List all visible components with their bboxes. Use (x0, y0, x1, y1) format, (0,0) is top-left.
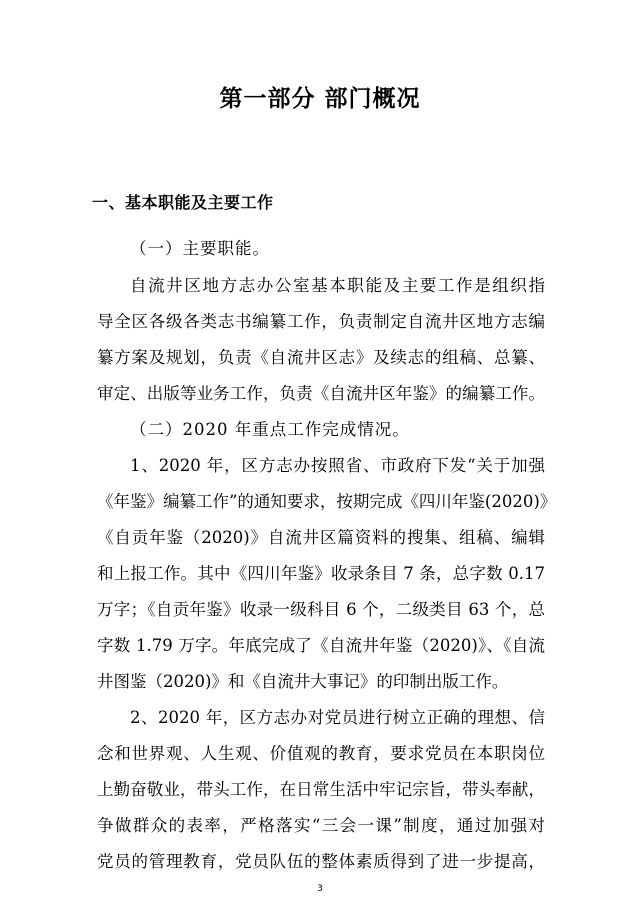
subheading-key-work-2020: （二）2020 年重点工作完成情况。 (130, 420, 410, 439)
paragraph-line: 和上报工作。其中《四川年鉴》收录条目 7 条，总字数 0.17 (97, 564, 545, 583)
paragraph-line: 2、2020 年，区方志办对党员进行树立正确的理想、信 (130, 708, 545, 727)
section-heading: 一、基本职能及主要工作 (92, 193, 274, 212)
paragraph-line: 审定、出版等业务工作，负责《自流井区年鉴》的编纂工作。 (97, 384, 545, 403)
paragraph-line: 党员的管理教育，党员队伍的整体素质得到了进一步提高， (97, 852, 545, 871)
paragraph-line: 万字；《自贡年鉴》收录一级科目 6 个，二级类目 63 个，总 (97, 600, 545, 619)
paragraph-line: 井图鉴（2020)》和《自流井大事记》的印制出版工作。 (97, 672, 509, 691)
paragraph-line: 《自贡年鉴（2020)》自流井区篇资料的搜集、组稿、编辑 (97, 528, 545, 547)
page-title: 第一部分 部门概况 (219, 86, 421, 112)
subheading-main-duties: （一）主要职能。 (130, 239, 270, 258)
paragraph-line: 1、2020 年，区方志办按照省、市政府下发“关于加强 (130, 456, 545, 475)
paragraph-line: 纂方案及规划，负责《自流井区志》及续志的组稿、总纂、 (97, 348, 545, 367)
paragraph-line: 《年鉴》编纂工作”的通知要求，按期完成《四川年鉴(2020)》 (97, 492, 557, 511)
paragraph-line: 念和世界观、人生观、价值观的教育，要求党员在本职岗位 (97, 744, 545, 763)
paragraph-line: 自流井区地方志办公室基本职能及主要工作是组织指 (130, 276, 545, 295)
paragraph-line: 字数 1.79 万字。年底完成了《自流井年鉴（2020)》、《自流 (97, 636, 545, 655)
paragraph-line: 上勤奋敬业，带头工作，在日常生活中牢记宗旨，带头奉献， (97, 780, 545, 799)
paragraph-line: 争做群众的表率，严格落实“三会一课”制度，通过加强对 (97, 816, 545, 835)
paragraph-line: 导全区各级各类志书编纂工作，负责制定自流井区地方志编 (97, 312, 545, 331)
page-number: 3 (317, 884, 323, 894)
